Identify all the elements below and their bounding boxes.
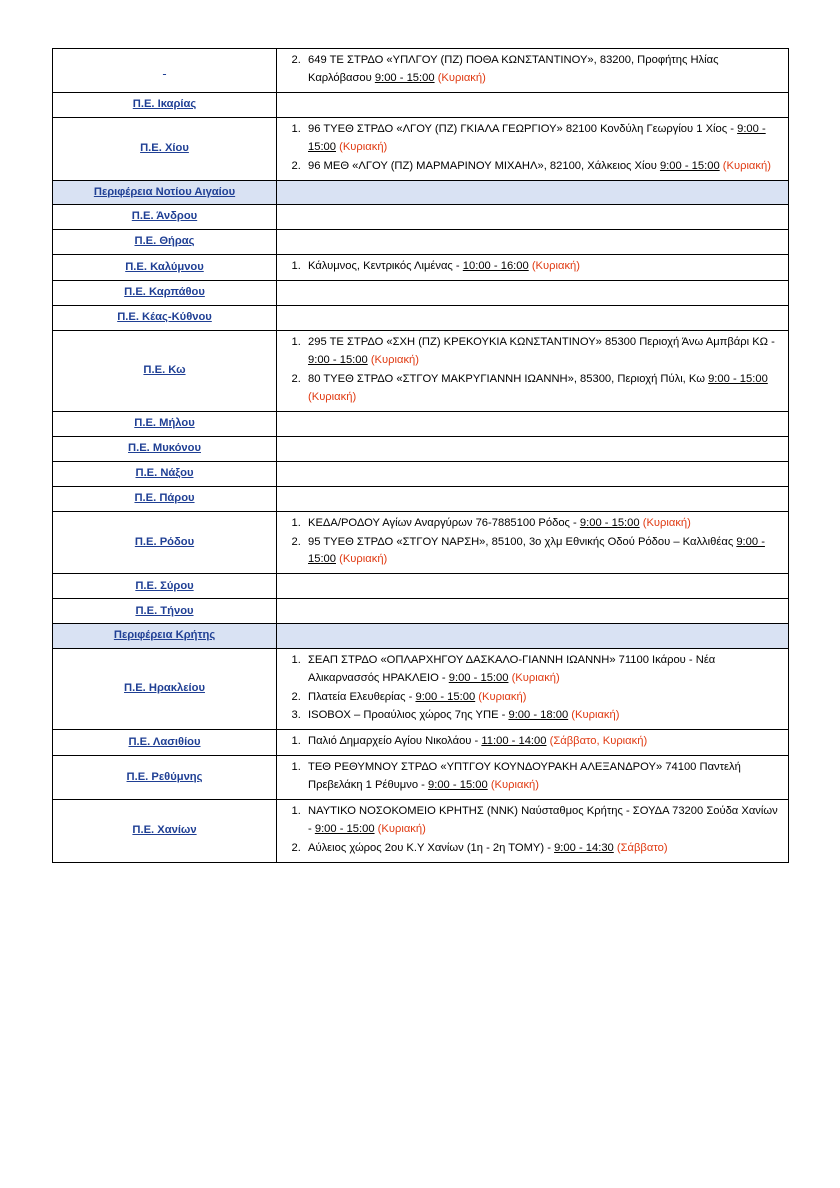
table-row	[53, 254, 789, 280]
list-item	[304, 258, 783, 276]
region-label: Περιφέρεια Κρήτης	[53, 624, 277, 648]
table-body	[53, 49, 789, 863]
time-range: 9:00 - 14:30	[554, 842, 614, 854]
empty-locations	[282, 577, 783, 595]
locations-cell	[277, 436, 789, 461]
locations-cell	[277, 204, 789, 229]
location-text: ΣΕΑΠ ΣΤΡΔΟ «ΟΠΛΑΡΧΗΓΟΥ ΔΑΣΚΑΛΟ-ΓΙΑΝΝΗ ΙΩΑΝΝΗ» 71100 Ικάρου - Νέα Αλικαρνασσός ΗΡΑΚΛΕΙΟ -	[308, 653, 716, 684]
locations-cell	[277, 461, 789, 486]
list-item	[304, 534, 783, 570]
location-list	[282, 121, 783, 176]
location-text: Κάλυμνος, Κεντρικός Λιμένας -	[308, 259, 463, 272]
prefecture-label: Π.Ε. Ηρακλείου	[53, 648, 277, 730]
list-item	[304, 652, 783, 688]
table-row	[53, 229, 789, 254]
list-item	[304, 371, 783, 407]
table-row	[53, 800, 789, 863]
location-text: Πλατεία Ελευθερίας -	[308, 690, 416, 703]
locations-cell	[277, 756, 789, 800]
list-item	[304, 707, 783, 725]
empty-locations	[282, 284, 783, 302]
day-note: (Κυριακή)	[511, 671, 560, 684]
empty-locations	[282, 602, 783, 620]
location-text: 649 ΤΕ ΣΤΡΔΟ «ΥΠΛΓΟΥ (ΠΖ) ΠΟΘΑ ΚΩΝΣΤΑΝΤΙΝΟΥ», 83200, Προφήτης Ηλίας Καρλόβασου	[308, 54, 719, 84]
table-row	[53, 486, 789, 511]
empty-locations	[282, 440, 783, 458]
location-list	[282, 759, 783, 795]
locations-cell	[277, 117, 789, 180]
prefecture-label: Π.Ε. Χανίων	[53, 800, 277, 863]
table-row	[53, 305, 789, 330]
prefecture-label: Π.Ε. Πάρου	[53, 486, 277, 511]
locations-cell	[277, 92, 789, 117]
prefecture-label: Π.Ε. Ρόδου	[53, 511, 277, 574]
region-empty-cell	[277, 624, 789, 648]
prefecture-label: Π.Ε. Κέας-Κύθνου	[53, 305, 277, 330]
location-list	[282, 803, 783, 858]
prefecture-label: Π.Ε. Ικαρίας	[53, 92, 277, 117]
list-item	[304, 759, 783, 795]
location-text: Παλιό Δημαρχείο Αγίου Νικολάου -	[308, 735, 482, 748]
table-row	[53, 92, 789, 117]
time-range: 9:00 - 15:00	[448, 671, 509, 684]
region-header-row	[53, 624, 789, 648]
locations-cell	[277, 229, 789, 254]
time-range: 9:00 - 15:00	[579, 516, 640, 529]
time-range: 9:00 - 15:00	[374, 71, 435, 84]
region-label: Περιφέρεια Νοτίου Αιγαίου	[53, 180, 277, 204]
prefecture-label: Π.Ε. Καρπάθου	[53, 280, 277, 305]
prefecture-label: Π.Ε. Μυκόνου	[53, 436, 277, 461]
day-note: (Κυριακή)	[339, 140, 388, 153]
list-item	[304, 733, 783, 751]
time-range: 9:00 - 15:00	[415, 690, 476, 703]
location-text: ΤΕΘ ΡΕΘΥΜΝΟΥ ΣΤΡΔΟ «ΥΠΤΓΟΥ ΚΟΥΝΔΟΥΡΑΚΗ ΑΛΕΞΑΝΔΡΟΥ» 74100 Παντελή Πρεβελάκη 1 Ρέθυμνο -	[308, 761, 741, 792]
day-note: (Κυριακή)	[722, 159, 771, 172]
location-text: 295 ΤΕ ΣΤΡΔΟ «ΣΧΗ (ΠΖ) ΚΡΕΚΟΥΚΙΑ ΚΩΝΣΤΑΝΤΙΝΟΥ» 85300 Περιοχή Άνω Αμπβάρι ΚΩ -	[308, 335, 775, 348]
table-row	[53, 511, 789, 574]
time-range: 9:00 - 15:00	[428, 779, 488, 792]
day-note: (Σάββατο)	[616, 842, 668, 854]
time-range: 11:00 - 14:00	[481, 735, 547, 748]
time-range: 9:00 - 15:00	[314, 823, 375, 836]
location-list	[282, 258, 783, 276]
prefecture-label: Π.Ε. Σύρου	[53, 574, 277, 599]
locations-cell	[277, 648, 789, 730]
locations-cell	[277, 330, 789, 411]
list-item	[304, 803, 783, 839]
table-row	[53, 436, 789, 461]
locations-cell	[277, 49, 789, 93]
location-text: 96 ΜΕΘ «ΛΓΟΥ (ΠΖ) ΜΑΡΜΑΡΙΝΟΥ ΜΙΧΑΗΛ», 82100, Χάλκειος Χίου	[308, 159, 660, 172]
empty-locations	[282, 415, 783, 433]
location-list	[282, 733, 783, 751]
day-note: (Κυριακή)	[478, 690, 527, 703]
location-list	[282, 652, 783, 726]
time-range: 9:00 - 15:00	[308, 353, 368, 366]
empty-locations	[282, 96, 783, 114]
empty-locations	[282, 233, 783, 251]
list-item	[304, 689, 783, 707]
locations-cell	[277, 730, 789, 756]
table-row	[53, 49, 789, 93]
locations-cell	[277, 574, 789, 599]
list-item	[304, 334, 783, 370]
prefecture-label: Π.Ε. Χίου	[53, 117, 277, 180]
location-list	[282, 334, 783, 407]
prefecture-label: Π.Ε. Νάξου	[53, 461, 277, 486]
prefecture-label: Π.Ε. Λασιθίου	[53, 730, 277, 756]
time-range: 9:00 - 15:00	[308, 122, 766, 153]
location-list	[282, 52, 783, 88]
location-text: 96 ΤΥΕΘ ΣΤΡΔΟ «ΛΓΟΥ (ΠΖ) ΓΚΙΑΛΑ ΓΕΩΡΓΙΟΥ» 82100 Κονδύλη Γεωργίου 1 Χίος -	[308, 122, 738, 135]
list-item	[304, 515, 783, 533]
location-text: ΝΑΥΤΙΚΟ ΝΟΣΟΚΟΜΕΙΟ ΚΡΗΤΗΣ (ΝΝΚ) Ναύσταθμος Κρήτης - ΣΟΥΔΑ 73200 Σούδα Χανίων -	[308, 805, 778, 836]
list-item	[304, 52, 783, 88]
table-row	[53, 280, 789, 305]
table-row	[53, 599, 789, 624]
time-range: 10:00 - 16:00	[462, 259, 529, 272]
locations-cell	[277, 599, 789, 624]
day-note: (Κυριακή)	[437, 71, 486, 84]
day-note: (Κυριακή)	[531, 259, 580, 272]
locations-cell	[277, 800, 789, 863]
day-note: (Κυριακή)	[377, 823, 426, 836]
locations-cell	[277, 254, 789, 280]
time-range: 9:00 - 15:00	[308, 535, 765, 566]
table-row	[53, 730, 789, 756]
day-note: (Κυριακή)	[490, 779, 539, 792]
table-row	[53, 461, 789, 486]
table-row	[53, 648, 789, 730]
prefecture-label: Π.Ε. Κω	[53, 330, 277, 411]
prefecture-label: Π.Ε. Άνδρου	[53, 204, 277, 229]
locations-cell	[277, 511, 789, 574]
table-row	[53, 411, 789, 436]
empty-locations	[282, 309, 783, 327]
table-row	[53, 117, 789, 180]
location-text: 80 ΤΥΕΘ ΣΤΡΔΟ «ΣΤΓΟΥ ΜΑΚΡΥΓΙΑΝΝΗ ΙΩΑΝΝΗ», 85300, Περιοχή Πύλι, Κω	[308, 372, 709, 385]
day-note: (Κυριακή)	[571, 709, 620, 722]
time-range: 9:00 - 15:00	[659, 159, 720, 172]
locations-cell	[277, 305, 789, 330]
prefecture-label: Π.Ε. Καλύμνου	[53, 254, 277, 280]
locations-cell	[277, 486, 789, 511]
table-row	[53, 574, 789, 599]
locations-table	[52, 48, 789, 863]
table-row	[53, 204, 789, 229]
time-range: 9:00 - 15:00	[708, 372, 768, 385]
location-list	[282, 515, 783, 570]
empty-locations	[282, 465, 783, 483]
time-range: 9:00 - 18:00	[508, 709, 569, 722]
region-header-row	[53, 180, 789, 204]
locations-cell	[277, 280, 789, 305]
location-text: Αύλειος χώρος 2ου Κ.Υ Χανίων (1η - 2η ΤΟΜΥ) -	[308, 842, 555, 854]
day-note: (Κυριακή)	[339, 553, 388, 566]
list-item	[304, 121, 783, 157]
day-note: (Κυριακή)	[308, 390, 357, 403]
list-item	[304, 158, 783, 176]
prefecture-label: Π.Ε. Θήρας	[53, 229, 277, 254]
table-row	[53, 756, 789, 800]
table-row	[53, 330, 789, 411]
list-item	[304, 840, 783, 858]
prefecture-label: Π.Ε. Ρεθύμνης	[53, 756, 277, 800]
day-note: (Σάββατο, Κυριακή)	[549, 735, 648, 748]
empty-locations	[282, 490, 783, 508]
location-text: 95 ΤΥΕΘ ΣΤΡΔΟ «ΣΤΓΟΥ ΝΑΡΣΗ», 85100, 3ο χλμ Εθνικής Οδού Ρόδου – Καλλιθέας	[308, 535, 737, 548]
day-note: (Κυριακή)	[642, 516, 691, 529]
prefecture-label	[53, 49, 277, 93]
day-note: (Κυριακή)	[370, 353, 419, 366]
prefecture-label: Π.Ε. Μήλου	[53, 411, 277, 436]
empty-locations	[282, 208, 783, 226]
locations-cell	[277, 411, 789, 436]
location-text: ΚΕΔΑ/ΡΟΔΟΥ Αγίων Αναργύρων 76-7885100 Ρόδος -	[308, 516, 580, 529]
location-text: ISOBOX – Προαύλιος χώρος 7ης ΥΠΕ -	[308, 709, 509, 722]
prefecture-label: Π.Ε. Τήνου	[53, 599, 277, 624]
region-empty-cell	[277, 180, 789, 204]
